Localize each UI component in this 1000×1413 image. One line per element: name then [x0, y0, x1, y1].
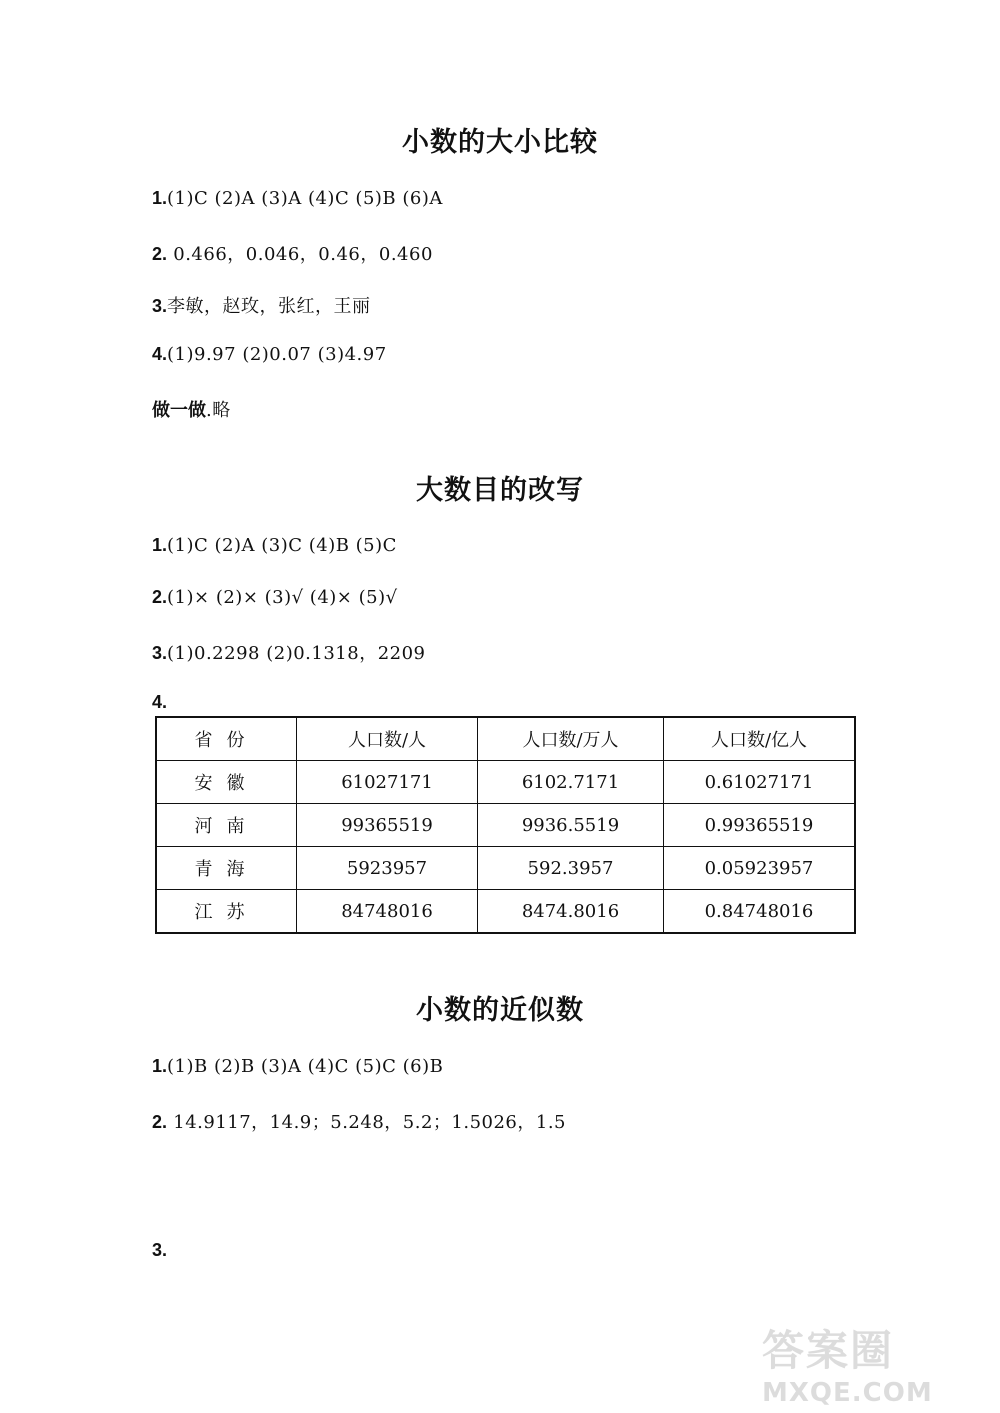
- answer-text: (1)C (2)A (3)C (4)B (5)C: [167, 535, 397, 556]
- answer-line-2: [152, 587, 398, 608]
- table-row: [156, 847, 855, 890]
- table-cell: 青海: [156, 847, 297, 890]
- table-cell: 0.05923957: [664, 847, 856, 890]
- table-cell: 61027171: [297, 761, 478, 804]
- table-header-cell: 人口数/人: [297, 717, 478, 761]
- section-title-decimal-approximation: 小数的近似数: [416, 995, 584, 1026]
- question-number: 4.: [152, 692, 168, 712]
- answer-line-3: [152, 1240, 167, 1261]
- question-number: 2.: [152, 1112, 168, 1132]
- answer-text: 李敏，赵玫，张红，王丽: [167, 296, 371, 317]
- section-title-decimal-compare: 小数的大小比较: [402, 127, 598, 158]
- answer-text: .略: [206, 400, 231, 421]
- table-cell: 9936.5519: [478, 804, 664, 847]
- answer-text: (1)× (2)× (3)√ (4)× (5)√: [167, 587, 398, 608]
- answer-line-3: [152, 292, 371, 318]
- answer-line-2: [152, 1108, 566, 1134]
- section-title-large-number-rewrite: 大数目的改写: [416, 475, 584, 506]
- table-header-cell: 人口数/亿人: [664, 717, 856, 761]
- table-cell: 河南: [156, 804, 297, 847]
- question-number: 3.: [152, 296, 168, 316]
- answer-text: (1)C (2)A (3)A (4)C (5)B (6)A: [167, 188, 443, 209]
- answer-text: 0.466，0.046，0.46，0.460: [167, 244, 433, 265]
- question-number: 4.: [152, 344, 168, 364]
- answer-line-2: [152, 240, 433, 266]
- table-row: [156, 804, 855, 847]
- answer-line-3: [152, 639, 426, 665]
- question-number: 2.: [152, 587, 168, 607]
- answer-line-4: [152, 692, 167, 713]
- table-cell: 6102.7171: [478, 761, 664, 804]
- answer-line-1: [152, 188, 443, 209]
- question-number: 3.: [152, 643, 168, 663]
- answer-line-4: [152, 344, 387, 365]
- table-cell: 84748016: [297, 890, 478, 934]
- table-cell: 江苏: [156, 890, 297, 934]
- question-number: 1.: [152, 188, 168, 208]
- table-cell: 安徽: [156, 761, 297, 804]
- table-cell: 0.61027171: [664, 761, 856, 804]
- table-cell: 8474.8016: [478, 890, 664, 934]
- answer-text: (1)9.97 (2)0.07 (3)4.97: [167, 344, 387, 365]
- answer-text: (1)0.2298 (2)0.1318，2209: [167, 643, 426, 664]
- answer-text: (1)B (2)B (3)A (4)C (5)C (6)B: [167, 1056, 444, 1077]
- population-table: [155, 716, 856, 934]
- table-header-cell: 人口数/万人: [478, 717, 664, 761]
- table-header-row: [156, 717, 855, 761]
- question-number: 2.: [152, 244, 168, 264]
- question-number: 1.: [152, 535, 168, 555]
- table-row: [156, 890, 855, 934]
- table-cell: 5923957: [297, 847, 478, 890]
- watermark-text-bottom: MXQE.COM: [762, 1378, 933, 1408]
- question-number: 3.: [152, 1240, 168, 1260]
- answer-line-1: [152, 1056, 443, 1077]
- answer-text: 14.9117，14.9；5.248，5.2；1.5026，1.5: [167, 1112, 567, 1133]
- table-header-cell: 省份: [156, 717, 297, 761]
- try-it-label: 做一做: [152, 400, 206, 421]
- watermark-logo: [762, 1318, 962, 1408]
- table-cell: 99365519: [297, 804, 478, 847]
- answer-line-1: [152, 535, 397, 556]
- watermark-text-top: 答案圈: [762, 1326, 895, 1375]
- table-cell: 0.84748016: [664, 890, 856, 934]
- answer-line-try: [152, 396, 231, 422]
- question-number: 1.: [152, 1056, 168, 1076]
- table-cell: 592.3957: [478, 847, 664, 890]
- table-row: [156, 761, 855, 804]
- table-cell: 0.99365519: [664, 804, 856, 847]
